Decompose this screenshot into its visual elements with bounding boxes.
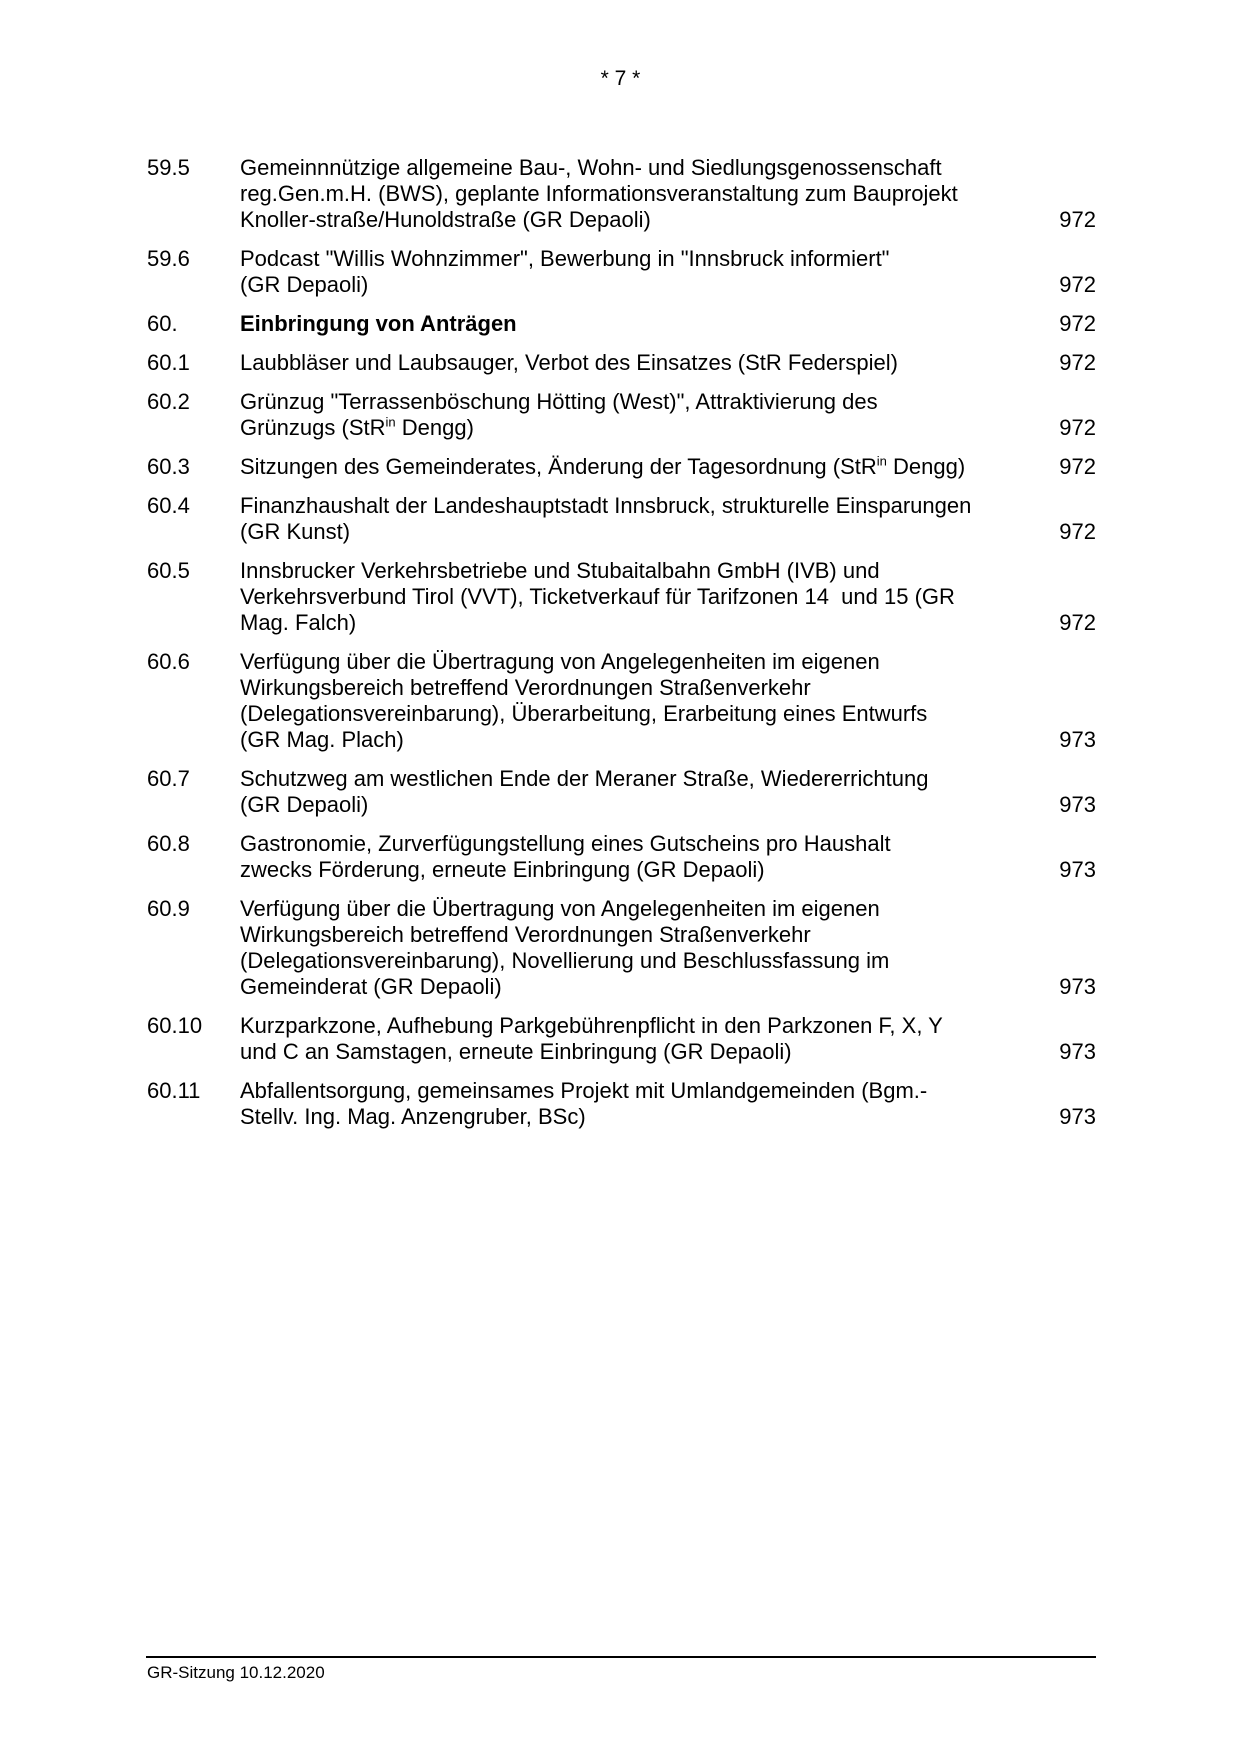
toc-item-number: 60.2 xyxy=(147,389,190,414)
toc-item-title-line xyxy=(240,701,927,727)
toc-item-60-8 xyxy=(147,831,1096,883)
toc-item-title-line xyxy=(240,948,889,974)
title-text-segment: Dengg) xyxy=(886,454,966,479)
title-text-segment: reg.Gen.m.H. (BWS), geplante Informationsveranstaltung zum Bauprojekt xyxy=(240,181,958,206)
toc-item-number: 60.11 xyxy=(147,1078,201,1103)
toc-item-page-number: 973 xyxy=(1059,974,1096,999)
title-text-segment: (GR Mag. Plach) xyxy=(240,727,404,752)
toc-item-number: 60.6 xyxy=(147,649,190,674)
toc-item-title-line xyxy=(240,181,958,207)
title-text-segment: und C an Samstagen, erneute Einbringung (GR Depaoli) xyxy=(240,1039,792,1064)
toc-item-number: 60.10 xyxy=(147,1013,203,1038)
toc-item-page-number: 973 xyxy=(1059,792,1096,817)
toc-item-title xyxy=(240,454,965,480)
toc-item-60-3 xyxy=(147,454,1096,480)
toc-item-page-number: 973 xyxy=(1059,857,1096,882)
toc-item-title-line xyxy=(240,1104,927,1130)
title-text-segment: Grünzugs (StR xyxy=(240,415,386,440)
title-text-segment: Stellv. Ing. Mag. Anzengruber, BSc) xyxy=(240,1104,586,1129)
title-text-segment: (GR Depaoli) xyxy=(240,272,369,297)
superscript-text: in xyxy=(385,414,396,430)
toc-item-title xyxy=(240,311,517,337)
toc-item-title-line xyxy=(240,831,891,857)
title-text-segment: Gastronomie, Zurverfügungstellung eines Gutscheins pro Haushalt xyxy=(240,831,891,856)
toc-item-title-line xyxy=(240,922,889,948)
toc-item-59-5 xyxy=(147,155,1096,233)
toc-item-60-9 xyxy=(147,896,1096,1000)
toc-item-title-line xyxy=(240,389,878,415)
title-text-segment: Gemeinderat (GR Depaoli) xyxy=(240,974,502,999)
title-text-segment: Verfügung über die Übertragung von Angelegenheiten im eigenen xyxy=(240,649,880,674)
title-text-segment: Grünzug "Terrassenböschung Hötting (West)", Attraktivierung des xyxy=(240,389,878,414)
toc-item-59-6 xyxy=(147,246,1096,298)
toc-item-title xyxy=(240,1078,927,1130)
toc-item-title-line xyxy=(240,1078,927,1104)
toc-item-title-line xyxy=(240,974,889,1000)
toc-item-page-number: 972 xyxy=(1059,207,1096,232)
toc-item-number: 60. xyxy=(147,311,178,336)
toc-item-title xyxy=(240,155,958,233)
toc-item-title xyxy=(240,649,927,753)
toc-item-number: 60.4 xyxy=(147,493,190,518)
toc-item-title-line xyxy=(240,207,958,233)
toc-item-title-line xyxy=(240,519,971,545)
toc-item-page-number: 973 xyxy=(1059,727,1096,752)
title-text-segment: Wirkungsbereich betreffend Verordnungen Straßenverkehr xyxy=(240,675,811,700)
title-text-segment: zwecks Förderung, erneute Einbringung (GR Depaoli) xyxy=(240,857,765,882)
title-text-segment: Knoller-straße/Hunoldstraße (GR Depaoli) xyxy=(240,207,651,232)
toc-item-number: 60.5 xyxy=(147,558,190,583)
title-text-segment: Innsbrucker Verkehrsbetriebe und Stubaitalbahn GmbH (IVB) und xyxy=(240,558,880,583)
toc-item-60-5 xyxy=(147,558,1096,636)
toc-item-title xyxy=(240,246,890,298)
toc-item-title xyxy=(240,896,889,1000)
toc-item-title-line xyxy=(240,896,889,922)
toc-item-number: 60.3 xyxy=(147,454,190,479)
toc-item-title xyxy=(240,831,891,883)
toc-item-number: 60.7 xyxy=(147,766,190,791)
title-text-segment: Mag. Falch) xyxy=(240,610,357,635)
toc-item-60-2 xyxy=(147,389,1096,441)
toc-item-title-line xyxy=(240,610,955,636)
title-text-segment: Abfallentsorgung, gemeinsames Projekt mit Umlandgemeinden (Bgm.- xyxy=(240,1078,928,1103)
toc-item-number: 59.5 xyxy=(147,155,190,180)
title-text-segment: Kurzparkzone, Aufhebung Parkgebührenpflicht in den Parkzonen F, X, Y xyxy=(240,1013,943,1038)
toc-item-page-number: 972 xyxy=(1059,415,1096,440)
table-of-contents xyxy=(147,155,1096,1143)
toc-item-60 xyxy=(147,311,1096,337)
title-text-segment: (Delegationsvereinbarung), Überarbeitung, Erarbeitung eines Entwurfs xyxy=(240,701,928,726)
title-text-segment: Sitzungen des Gemeinderates, Änderung der Tagesordnung (StR xyxy=(240,454,877,479)
toc-item-page-number: 972 xyxy=(1059,350,1096,375)
toc-item-title-line xyxy=(240,766,928,792)
toc-item-title-line xyxy=(240,727,927,753)
toc-item-title-line xyxy=(240,1013,943,1039)
title-text-segment: Einbringung von Anträgen xyxy=(240,311,517,336)
title-text-segment: Finanzhaushalt der Landeshauptstadt Innsbruck, strukturelle Einsparungen xyxy=(240,493,972,518)
toc-item-title-line xyxy=(240,311,517,337)
title-text-segment: Podcast "Willis Wohnzimmer", Bewerbung in "Innsbruck informiert" xyxy=(240,246,890,271)
toc-item-60-1 xyxy=(147,350,1096,376)
toc-item-page-number: 972 xyxy=(1059,454,1096,479)
page-number-marker: * 7 * xyxy=(600,67,641,90)
title-text-segment: Dengg) xyxy=(395,415,474,440)
title-text-segment: Laubbläser und Laubsauger, Verbot des Einsatzes (StR Federspiel) xyxy=(240,350,898,375)
toc-item-title-line xyxy=(240,155,958,181)
toc-item-title-line xyxy=(240,246,890,272)
toc-item-title xyxy=(240,558,955,636)
toc-item-number: 60.9 xyxy=(147,896,190,921)
toc-item-title-line xyxy=(240,415,878,441)
toc-item-page-number: 973 xyxy=(1059,1039,1096,1064)
toc-item-title-line xyxy=(240,558,955,584)
toc-item-60-11 xyxy=(147,1078,1096,1130)
toc-item-number: 59.6 xyxy=(147,246,190,271)
toc-item-title xyxy=(240,350,898,376)
toc-item-number: 60.8 xyxy=(147,831,190,856)
title-text-segment: (Delegationsvereinbarung), Novellierung und Beschlussfassung im xyxy=(240,948,890,973)
toc-item-60-10 xyxy=(147,1013,1096,1065)
toc-item-title xyxy=(240,766,928,818)
toc-item-page-number: 972 xyxy=(1059,610,1096,635)
toc-item-title-line xyxy=(240,857,891,883)
toc-item-title-line xyxy=(240,675,927,701)
title-text-segment: (GR Depaoli) xyxy=(240,792,369,817)
toc-item-page-number: 972 xyxy=(1059,311,1096,336)
title-text-segment: Verkehrsverbund Tirol (VVT), Ticketverkauf für Tarifzonen 14 und 15 (GR xyxy=(240,584,955,609)
title-text-segment: Gemeinnnützige allgemeine Bau-, Wohn- und Siedlungsgenossenschaft xyxy=(240,155,942,180)
toc-item-title-line xyxy=(240,1039,943,1065)
toc-item-page-number: 972 xyxy=(1059,519,1096,544)
toc-item-title-line xyxy=(240,272,890,298)
toc-item-60-4 xyxy=(147,493,1096,545)
title-text-segment: Schutzweg am westlichen Ende der Meraner Straße, Wiedererrichtung xyxy=(240,766,929,791)
toc-item-title xyxy=(240,389,878,441)
toc-item-number: 60.1 xyxy=(147,350,190,375)
toc-item-title xyxy=(240,493,971,545)
toc-item-60-6 xyxy=(147,649,1096,753)
toc-item-title-line xyxy=(240,649,927,675)
title-text-segment: (GR Kunst) xyxy=(240,519,351,544)
title-text-segment: Wirkungsbereich betreffend Verordnungen Straßenverkehr xyxy=(240,922,811,947)
toc-item-title-line xyxy=(240,584,955,610)
footer-divider xyxy=(146,1656,1096,1658)
toc-item-page-number: 972 xyxy=(1059,272,1096,297)
toc-item-title-line xyxy=(240,454,965,480)
toc-item-title-line xyxy=(240,493,971,519)
toc-item-title xyxy=(240,1013,943,1065)
superscript-text: in xyxy=(876,453,887,469)
toc-item-title-line xyxy=(240,792,928,818)
toc-item-60-7 xyxy=(147,766,1096,818)
title-text-segment: Verfügung über die Übertragung von Angelegenheiten im eigenen xyxy=(240,896,880,921)
footer-session-label: GR-Sitzung 10.12.2020 xyxy=(147,1663,325,1682)
toc-item-title-line xyxy=(240,350,898,376)
toc-item-page-number: 973 xyxy=(1059,1104,1096,1129)
